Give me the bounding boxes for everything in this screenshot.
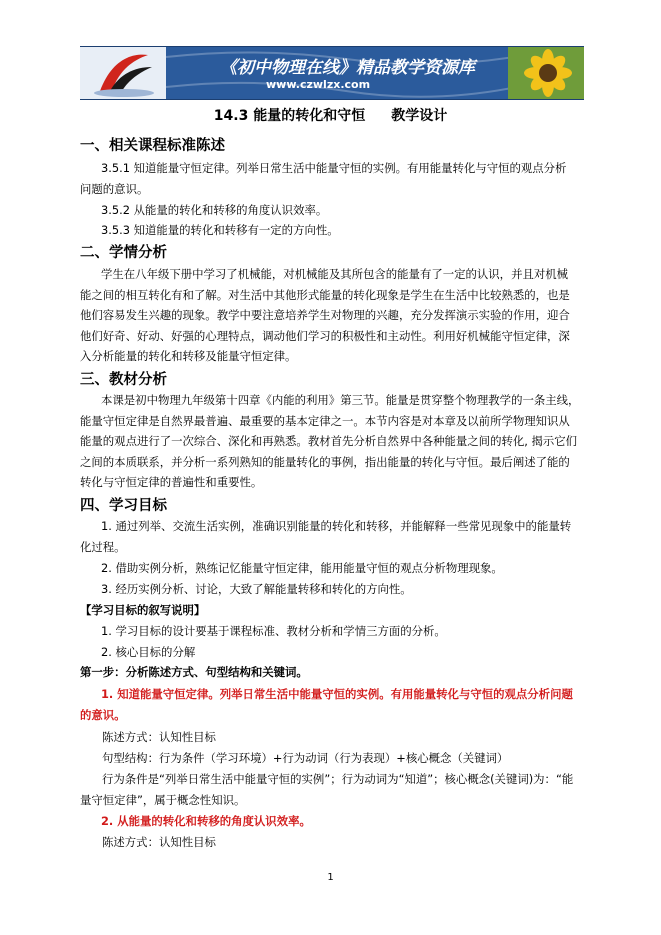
page-number: 1 (327, 872, 334, 883)
site-logo (80, 47, 166, 99)
section-heading-1: 一、相关课程标准陈述 (80, 138, 225, 154)
title-suffix: 教学设计 (391, 108, 448, 124)
s4-line-3: 2. 借助实例分析，熟练记忆能量守恒定律，能用能量守恒的观点分析物理现象。 (101, 561, 503, 575)
s1-line-1: 3.5.1 知道能量守恒定律。列举日常生活中能量守恒的实例。有用能量转化与守恒的观点分析 (101, 161, 567, 175)
s2-line-2: 能之间的相互转化有和了解。对生活中其他形式能量的转化现象是学生在生活中比较熟悉的，也是 (80, 288, 570, 302)
s2-line-5: 入分析能量的转化和转移及能量守恒定律。 (80, 349, 297, 363)
detail-line-1: 陈述方式：认知性目标 (102, 730, 216, 744)
header-banner (80, 46, 584, 100)
step-one-heading: 第一步：分析陈述方式、句型结构和关键词。 (80, 665, 308, 679)
s1-line-3: 3.5.2 从能量的转化和转移的角度认识效率。 (101, 203, 328, 217)
goal-1-line-1: 1. 知道能量守恒定律。列举日常生活中能量守恒的实例。有用能量转化与守恒的观点分析问题 (101, 687, 573, 701)
banner-title: 《初中物理在线》精品教学资源库 (220, 58, 475, 78)
goal-1-line-2: 的意识。 (80, 708, 126, 722)
s2-line-4: 他们好奇、好动、好强的心理特点，调动他们学习的积极性和主动性。利用好机械能守恒定律，深 (80, 329, 570, 343)
section-heading-2: 二、学情分析 (80, 245, 167, 261)
s3-line-2: 能量守恒定律是自然界最普遍、最重要的基本定律之一。本节内容是对本章及以前所学物理知识从 (80, 414, 570, 428)
s2-line-3: 他们容易发生兴趣的现象。教学中要注意培养学生对物理的兴趣，充分发挥演示实验的作用，迎合 (80, 308, 570, 322)
s4-line-2: 化过程。 (80, 540, 126, 554)
detail-line-3: 行为条件是“列举日常生活中能量守恒的实例”；行为动词为“知道”；核心概念(关键词)为：“能 (102, 772, 574, 786)
s1-line-4: 3.5.3 知道能量的转化和转移有一定的方向性。 (101, 223, 339, 237)
note-line-2: 2. 核心目标的分解 (101, 645, 196, 659)
note-heading: 【学习目标的叙写说明】 (80, 603, 206, 617)
title-main: 14.3 能量的转化和守恒 (213, 108, 366, 124)
last-line: 陈述方式：认知性目标 (102, 835, 216, 849)
document-title (0, 105, 661, 125)
goal-2-line: 2. 从能量的转化和转移的角度认识效率。 (101, 814, 311, 828)
detail-line-2: 句型结构：行为条件（学习环境）+行为动词（行为表现）+核心概念（关键词） (102, 751, 509, 765)
s4-line-4: 3. 经历实例分析、讨论，大致了解能量转移和转化的方向性。 (101, 582, 412, 596)
note-line-1: 1. 学习目标的设计要基于课程标准、教材分析和学情三方面的分析。 (101, 624, 446, 638)
s3-line-5: 转化与守恒定律的普遍性和重要性。 (80, 475, 263, 489)
s3-line-4: 之间的本质联系，并分析一系列熟知的能量转化的事例，指出能量的转化与守恒。最后阐述了能的 (80, 455, 570, 469)
s3-line-1: 本课是初中物理九年级第十四章《内能的利用》第三节。能量是贯穿整个物理教学的一条主线， (101, 393, 580, 407)
banner-url[interactable]: www.czwlzx.com (266, 78, 371, 91)
s1-line-2: 问题的意识。 (80, 182, 149, 196)
s2-line-1: 学生在八年级下册中学习了机械能，对机械能及其所包含的能量有了一定的认识，并且对机械 (101, 267, 569, 281)
sunflower-icon (508, 47, 584, 99)
s4-line-1: 1. 通过列举、交流生活实例，准确识别能量的转化和转移，并能解释一些常见现象中的能量转 (101, 519, 572, 533)
s3-line-3: 能量的观点进行了一次综合、深化和再熟悉。教材首先分析自然界中各种能量之间的转化, 揭示它们 (80, 434, 578, 448)
section-heading-3: 三、教材分析 (80, 372, 167, 388)
detail-line-4: 量守恒定律”，属于概念性知识。 (80, 793, 246, 807)
section-heading-4: 四、学习目标 (80, 498, 167, 514)
